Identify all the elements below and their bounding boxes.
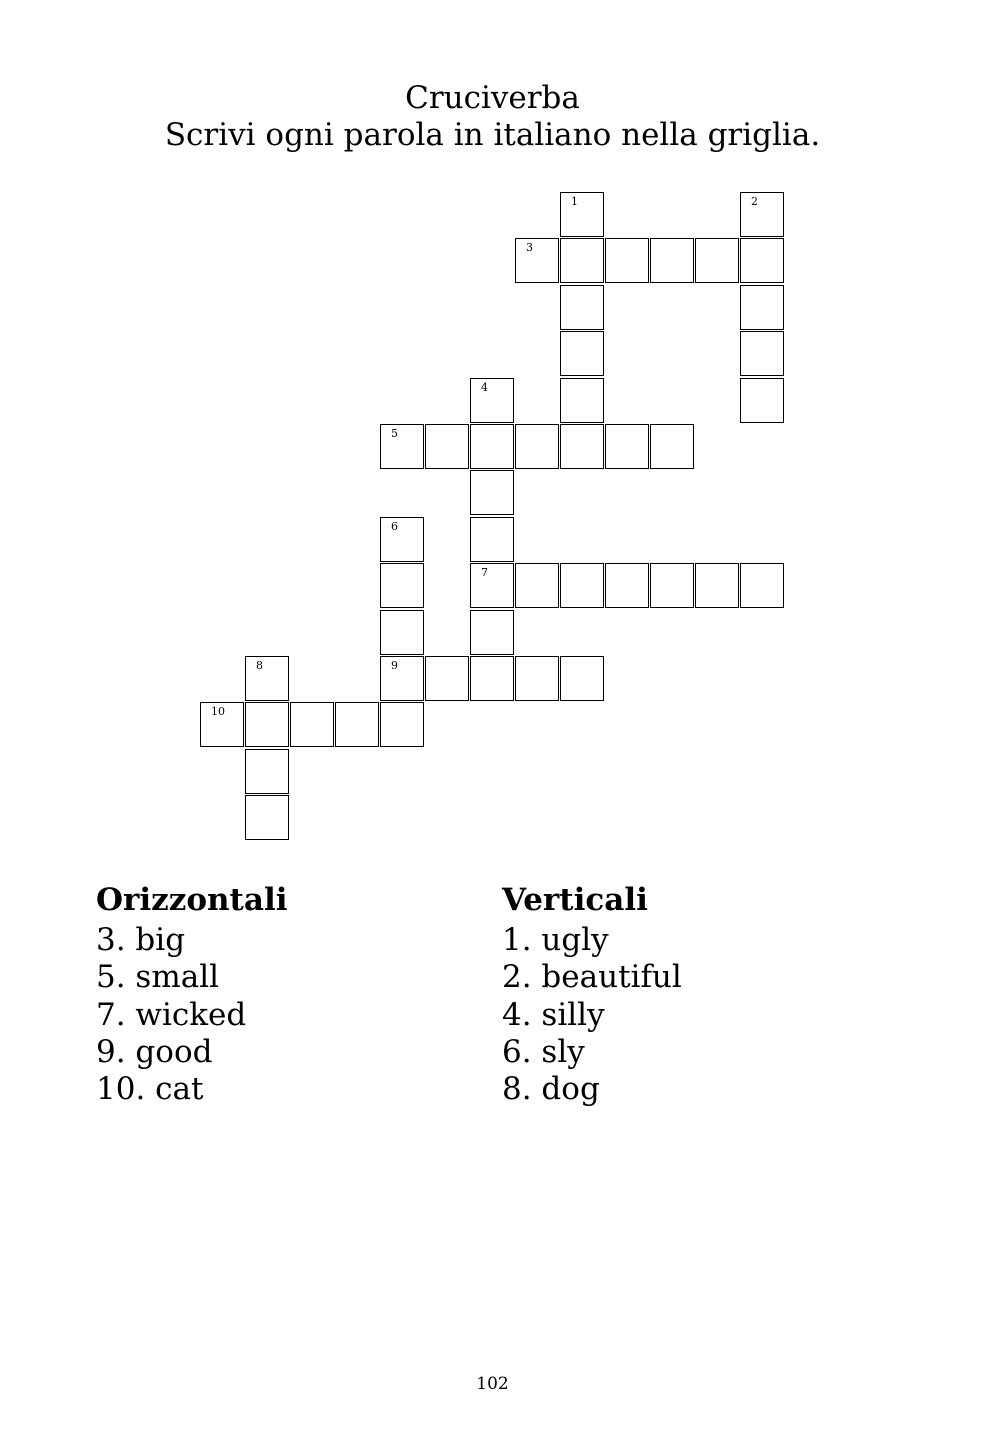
- grid-cell[interactable]: [380, 610, 424, 655]
- down-clue: 4. silly: [502, 996, 605, 1033]
- clue-number: 10: [211, 705, 225, 719]
- clue-number: 2: [751, 195, 758, 208]
- grid-cell[interactable]: [515, 656, 559, 701]
- grid-cell[interactable]: [380, 656, 424, 701]
- grid-cell[interactable]: [695, 238, 739, 283]
- grid-cell[interactable]: [560, 378, 604, 423]
- down-clue: 1. ugly: [502, 922, 609, 958]
- clue-number: 4: [481, 380, 488, 394]
- across-heading: Orizzontali: [96, 882, 288, 918]
- down-clue: 2. beautiful: [502, 959, 682, 996]
- down-clue: 8. dog: [502, 1071, 600, 1108]
- grid-cell[interactable]: [425, 656, 469, 701]
- grid-cell[interactable]: [605, 238, 649, 283]
- grid-cell[interactable]: [515, 238, 559, 283]
- grid-cell[interactable]: [695, 563, 739, 608]
- grid-cell[interactable]: [245, 749, 289, 794]
- grid-cell[interactable]: [245, 702, 289, 747]
- clue-number: 5: [391, 427, 398, 440]
- grid-cell[interactable]: [380, 563, 424, 608]
- grid-cell[interactable]: [245, 795, 289, 840]
- grid-cell[interactable]: [560, 424, 604, 469]
- page-number: 102: [476, 1374, 509, 1394]
- grid-cell[interactable]: [470, 656, 514, 701]
- grid-cell[interactable]: [605, 424, 649, 469]
- grid-cell[interactable]: [560, 285, 604, 330]
- across-clue: 10. cat: [96, 1071, 204, 1108]
- grid-cell[interactable]: [560, 192, 604, 237]
- across-clue: 9. good: [96, 1033, 213, 1070]
- grid-cell[interactable]: [560, 331, 604, 376]
- down-clue: 6. sly: [502, 1033, 585, 1070]
- grid-cell[interactable]: [560, 563, 604, 608]
- grid-cell[interactable]: [470, 424, 514, 469]
- grid-cell[interactable]: [245, 656, 289, 701]
- clue-number: 9: [391, 659, 398, 672]
- down-clues-section: [502, 880, 882, 1108]
- clue-number: 8: [256, 659, 263, 672]
- grid-cell[interactable]: [515, 563, 559, 608]
- grid-cell[interactable]: [560, 238, 604, 283]
- page-title: Cruciverba: [405, 80, 580, 116]
- across-clue-list: [96, 922, 476, 1108]
- grid-cell[interactable]: [470, 378, 514, 423]
- grid-cell[interactable]: [470, 610, 514, 655]
- grid-cell[interactable]: [515, 424, 559, 469]
- grid-cell[interactable]: [740, 378, 784, 423]
- across-clue: 5. small: [96, 959, 220, 996]
- grid-cell[interactable]: [470, 470, 514, 515]
- grid-cell[interactable]: [380, 424, 424, 469]
- grid-cell[interactable]: [290, 702, 334, 747]
- clue-number: 6: [391, 519, 398, 533]
- grid-cell[interactable]: [470, 517, 514, 562]
- grid-cell[interactable]: [200, 702, 244, 747]
- grid-cell[interactable]: [380, 702, 424, 747]
- grid-cell[interactable]: [650, 424, 694, 469]
- across-clue: 7. wicked: [96, 996, 247, 1033]
- grid-cell[interactable]: [425, 424, 469, 469]
- clue-number: 1: [571, 195, 578, 208]
- clue-number: 7: [481, 566, 488, 580]
- clue-number: 3: [526, 241, 533, 255]
- down-clue-list: [502, 922, 882, 1108]
- grid-cell[interactable]: [380, 517, 424, 562]
- grid-cell[interactable]: [740, 238, 784, 283]
- grid-cell[interactable]: [335, 702, 379, 747]
- down-heading: Verticali: [502, 882, 648, 918]
- grid-cell[interactable]: [650, 238, 694, 283]
- grid-cell[interactable]: [740, 285, 784, 330]
- grid-cell[interactable]: [740, 331, 784, 376]
- grid-cell[interactable]: [740, 192, 784, 237]
- across-clue: 3. big: [96, 922, 186, 958]
- grid-cell[interactable]: [605, 563, 649, 608]
- instructions: Scrivi ogni parola in italiano nella griglia.: [164, 117, 821, 153]
- grid-cell[interactable]: [560, 656, 604, 701]
- grid-cell[interactable]: [650, 563, 694, 608]
- grid-cell[interactable]: [470, 563, 514, 608]
- grid-cell[interactable]: [740, 563, 784, 608]
- across-clues-section: [96, 880, 476, 1108]
